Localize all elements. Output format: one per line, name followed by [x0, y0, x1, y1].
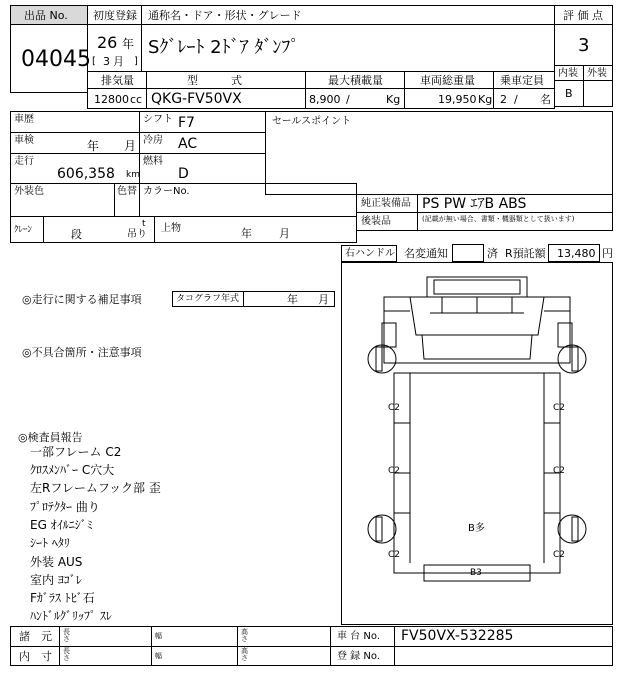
- damage-mark-left-lower: C2: [388, 550, 401, 560]
- aftermarket-label: 後装品: [361, 216, 391, 227]
- footer-col-divider: [59, 627, 60, 665]
- grade-label: 評 価 点: [563, 9, 603, 22]
- gross-weight-value: 19,950: [438, 93, 477, 106]
- tachograph-label: タコグラフ年式: [176, 294, 240, 304]
- first-reg-label: 初度登録: [93, 9, 137, 22]
- footer-col-divider: [237, 627, 238, 665]
- gross-weight-value-cell: [404, 88, 494, 109]
- top-body-label: 上物: [161, 223, 181, 234]
- grade-value: 3: [578, 35, 590, 56]
- crane-divider: [43, 217, 44, 242]
- sales-point-cell: [265, 111, 613, 195]
- first-reg-cell: [87, 24, 142, 72]
- equipment-value: PS PW ｴｱB ABS: [422, 196, 527, 212]
- displacement-unit: cc: [130, 93, 143, 106]
- grade-value-cell: [554, 24, 613, 66]
- fuel-value: D: [178, 166, 189, 182]
- gross-weight-label-cell: [404, 71, 494, 89]
- deposit-label: R預託額: [505, 247, 546, 260]
- aftermarket-note: (記載が無い場合、書類・機器類として扱います): [422, 215, 575, 223]
- model-label: 型 式: [187, 74, 242, 87]
- shift-label: シフト: [143, 114, 173, 125]
- vehicle-name-cell: [141, 24, 555, 72]
- lot-number: 04045: [21, 47, 91, 72]
- interior-width-label: 幅: [155, 652, 162, 660]
- capacity-label: 乗車定員: [500, 74, 544, 87]
- capacity-value-cell: [493, 88, 555, 109]
- name-change-label: 名変通知: [404, 247, 448, 260]
- interior-height-label: 高さ: [241, 647, 248, 662]
- damage-mark-right-upper: C2: [553, 403, 566, 413]
- name-change-box: [452, 244, 484, 262]
- tachograph-label-cell: [172, 291, 244, 307]
- inspector-item: 左Rフレームフック部 歪: [30, 481, 161, 495]
- footer-col-divider: [151, 627, 152, 665]
- footer-row-divider: [11, 646, 612, 647]
- tachograph-month-unit: 月: [318, 293, 329, 306]
- equipment-label-cell: [356, 194, 418, 213]
- top-body-month-unit: 月: [279, 227, 290, 240]
- damage-mark-rear: B3: [470, 568, 482, 578]
- max-load-value: 8,900: [309, 93, 341, 106]
- history-label: 車歴: [14, 114, 34, 125]
- capacity-value: 2: [500, 93, 507, 106]
- model-value: QKG-FV50VX: [151, 91, 242, 107]
- inspector-item: 室内 ﾖｺﾞﾚ: [30, 573, 82, 587]
- displacement-label-cell: [87, 71, 147, 89]
- interior-grade-label: 内装: [558, 68, 578, 79]
- color-code-label: 色替: [117, 186, 137, 197]
- sales-point-label: セールスポイント: [272, 116, 352, 127]
- exterior-label-cell: [583, 65, 613, 81]
- history-cell: [10, 111, 140, 133]
- drive-side-cell: [341, 245, 397, 262]
- max-load-value-cell: [305, 88, 405, 109]
- settled-mark: 済: [487, 247, 498, 260]
- supplement-label: ◎走行に関する補足事項: [22, 293, 142, 306]
- spec-height-label: 高さ: [241, 628, 248, 643]
- exterior-grade-label: 外装: [587, 68, 607, 79]
- name-label: 通称名・ドア・形状・グレード: [148, 9, 302, 22]
- deposit-box: [548, 244, 600, 262]
- damage-mark-left-middle: C2: [388, 466, 401, 476]
- ac-label: 冷房: [143, 135, 163, 146]
- first-reg-month-unit: 月: [113, 55, 124, 68]
- name-label-cell: [141, 5, 555, 25]
- tachograph-year-unit: 年: [287, 293, 298, 306]
- first-reg-month-close: ]: [134, 56, 138, 67]
- fuel-cell: [139, 153, 266, 184]
- inspector-item: 外装 AUS: [30, 555, 83, 569]
- displacement-label: 排気量: [101, 74, 134, 87]
- truck-diagram: [341, 262, 613, 625]
- lot-label: 出品 No.: [24, 9, 68, 22]
- chassis-value: FV50VX-532285: [401, 628, 514, 644]
- deposit-value: 13,480: [557, 247, 596, 260]
- max-load-unit: Kg: [386, 93, 401, 106]
- exterior-value-cell: [583, 80, 613, 107]
- inspector-item: ｼｰﾄ ﾍﾀﾘ: [30, 536, 70, 550]
- exterior-color-label: 外装色: [14, 186, 44, 197]
- footer-table: [10, 626, 613, 666]
- chassis-label: 車 台 No.: [337, 631, 380, 642]
- reg-label: 登 録 No.: [337, 651, 380, 662]
- inspection-cell: [10, 132, 140, 154]
- inspector-label: ◎検査員報告: [18, 431, 83, 444]
- damage-mark-bed: B多: [468, 523, 485, 534]
- max-load-label: 最大積載量: [328, 74, 383, 87]
- inspector-item: ｸﾛｽﾒﾝﾊﾞｰ C穴大: [30, 463, 115, 477]
- crane-cell: [10, 216, 155, 243]
- inspector-item: ﾌﾟﾛﾃｸﾀｰ 曲り: [30, 500, 100, 514]
- first-reg-label-cell: [87, 5, 142, 25]
- inspector-item: Fｶﾞﾗｽ ﾄﾋﾞ石: [30, 591, 95, 605]
- aftermarket-label-cell: [356, 212, 418, 231]
- damage-mark-left-upper: C2: [388, 403, 401, 413]
- drive-side: 右ハンドル: [345, 248, 395, 259]
- capacity-label-cell: [493, 71, 555, 89]
- inspection-month-unit: 月: [124, 139, 137, 153]
- interior-value-cell: [554, 80, 584, 107]
- shift-cell: [139, 111, 266, 133]
- color-code-cell: [114, 183, 140, 217]
- inspection-label: 車検: [14, 135, 34, 146]
- interior-dim-label: 内 寸: [19, 650, 52, 663]
- gross-weight-unit: Kg: [478, 93, 493, 106]
- inspection-year-unit: 年: [87, 139, 100, 153]
- footer-col-divider: [330, 627, 331, 665]
- damage-mark-right-middle: C2: [553, 466, 566, 476]
- top-body-year-unit: 年: [241, 227, 252, 240]
- vehicle-name: Sｸﾞﾚｰﾄ 2ﾄﾞｱ ﾀﾞﾝﾌﾟ: [148, 37, 300, 58]
- model-label-cell: [146, 71, 306, 89]
- color-no-label: カラーNo.: [143, 186, 190, 197]
- interior-length-label: 長さ: [63, 647, 70, 662]
- lot-number-cell: [10, 24, 91, 93]
- spec-label: 諸 元: [19, 630, 52, 643]
- capacity-slash: /: [514, 93, 518, 106]
- tachograph-value-cell: [243, 291, 335, 307]
- mileage-value: 606,358: [57, 166, 115, 182]
- interior-grade-value: B: [565, 87, 573, 100]
- inspector-item: 一部フレーム C2: [30, 445, 122, 459]
- equipment-label: 純正装備品: [361, 198, 411, 209]
- model-value-cell: [146, 88, 306, 109]
- first-reg-month: 3: [103, 55, 110, 68]
- ac-value: AC: [178, 136, 198, 152]
- mileage-unit: km: [126, 170, 140, 180]
- crane-label: ｸﾚｰﾝ: [14, 225, 33, 235]
- crane-ton-unit: t: [142, 219, 146, 229]
- inspector-item: EG ｵｲﾙﾆｼﾞﾐ: [30, 518, 93, 532]
- grade-label-cell: [554, 5, 613, 25]
- equipment-value-cell: [417, 194, 613, 213]
- fuel-label: 燃料: [143, 156, 163, 167]
- spec-length-label: 長さ: [63, 628, 70, 643]
- displacement-value: 12800: [94, 93, 129, 106]
- max-load-slash: /: [346, 93, 350, 106]
- inspector-item: ﾊﾝﾄﾞﾙｸﾞﾘｯﾌﾟ ｽﾚ: [30, 609, 112, 623]
- defects-label: ◎不具合箇所・注意事項: [22, 346, 142, 359]
- first-reg-year: 26: [97, 33, 118, 52]
- spec-width-label: 幅: [155, 632, 162, 640]
- capacity-unit: 名: [540, 93, 551, 106]
- lot-label-cell: [10, 5, 88, 25]
- gross-weight-label: 車両総重量: [420, 74, 475, 87]
- top-body-cell: [154, 216, 357, 243]
- mileage-cell: [10, 153, 140, 184]
- crane-hang-unit: 吊り: [127, 229, 147, 240]
- first-reg-month-open: [: [92, 56, 96, 67]
- aftermarket-value-cell: [417, 212, 613, 231]
- damage-mark-right-lower: C2: [553, 550, 566, 560]
- interior-label-cell: [554, 65, 584, 81]
- ac-cell: [139, 132, 266, 154]
- first-reg-year-unit: 年: [122, 37, 135, 51]
- shift-value: F7: [178, 115, 195, 131]
- exterior-color-cell: [10, 183, 115, 217]
- footer-col-divider: [394, 627, 395, 665]
- displacement-value-cell: [87, 88, 147, 109]
- max-load-label-cell: [305, 71, 405, 89]
- mileage-label: 走行: [14, 156, 34, 167]
- deposit-unit: 円: [602, 247, 613, 260]
- crane-stage-unit: 段: [71, 228, 82, 241]
